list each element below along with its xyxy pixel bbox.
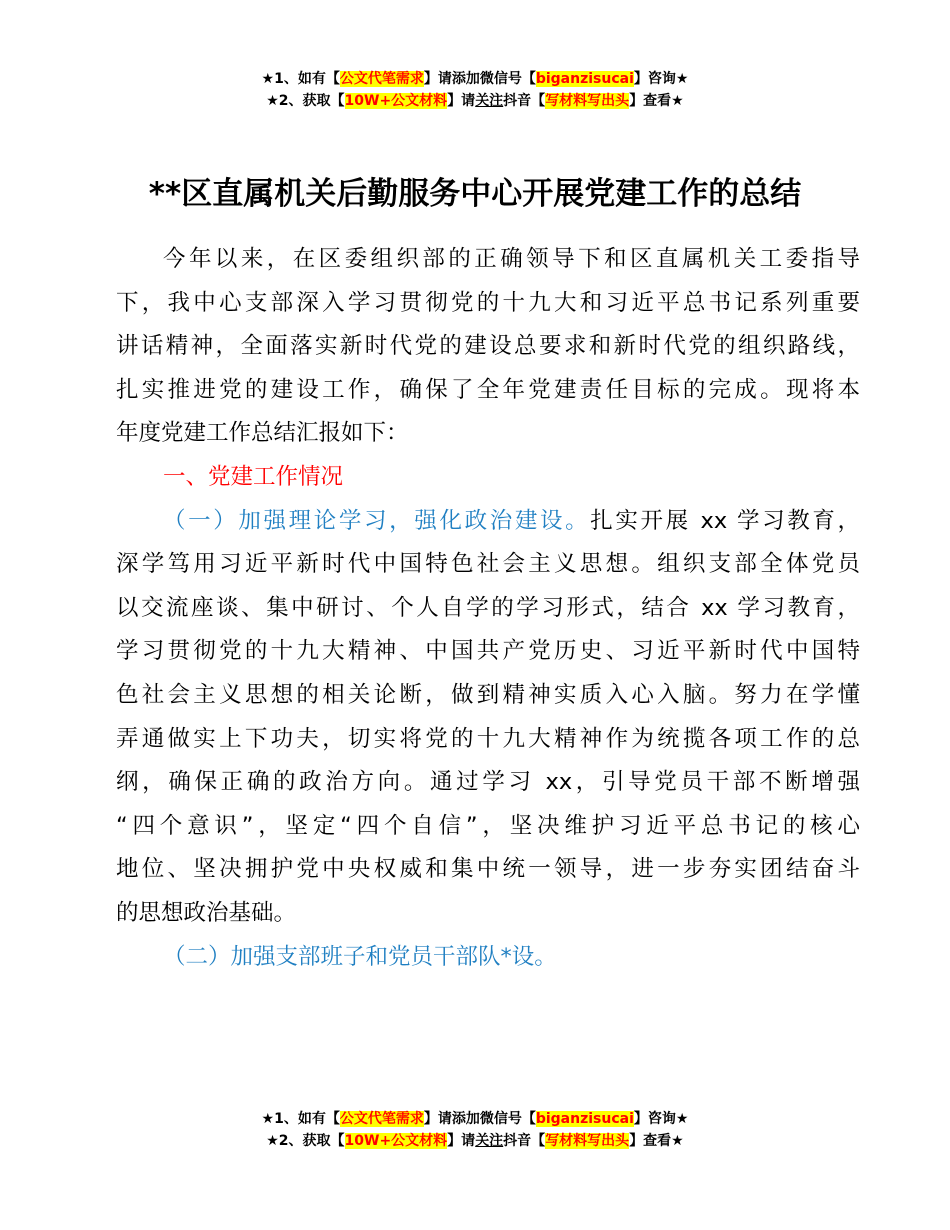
banner-text: ★1、如有【	[261, 1111, 340, 1127]
paragraph-line: 讲话精神，全面落实新时代党的建设总要求和新时代党的组织路线，	[116, 333, 860, 360]
paragraph-line: 今年以来，在区委组织部的正确领导下和区直属机关工委指导	[163, 246, 860, 272]
banner-text: 】咨询★	[633, 1111, 689, 1127]
banner-text: 抖音【	[503, 93, 546, 109]
banner-text: 】请添加微信号【	[423, 71, 536, 87]
banner-text: 】查看★	[629, 1133, 684, 1149]
paragraph-line: 地位、坚决拥护党中央权威和集中统一领导，进一步夯实团结奋斗	[116, 856, 860, 883]
paragraph-line: 的思想政治基础。	[116, 899, 297, 926]
underlined-follow: 关注	[475, 1133, 504, 1149]
paragraph-line: “四个意识”，坚定“四个自信”，坚决维护习近平总书记的核心	[116, 812, 860, 839]
paragraph-line: 下，我中心支部深入学习贯彻党的十九大和习近平总书记系列重要	[116, 289, 860, 316]
highlight-service: 公文代笔需求	[339, 1111, 424, 1127]
document-title: **区直属机关后勤服务中心开展党建工作的总结	[148, 176, 802, 212]
banner-line-1	[0, 68, 950, 90]
paragraph-text: 扎实开展 xx 学习教育，	[590, 507, 860, 534]
paragraph-line: 学习贯彻党的十九大精神、中国共产党历史、习近平新时代中国特	[116, 638, 860, 665]
highlight-douyin: 写材料写出头	[545, 1133, 630, 1149]
highlight-materials: 10W+公文材料	[344, 93, 448, 109]
banner-text: ★2、获取【	[266, 93, 345, 109]
subsection-heading: （一）加强理论学习，强化政治建设。	[163, 507, 591, 534]
banner-text: 抖音【	[503, 1133, 546, 1149]
highlight-douyin: 写材料写出头	[545, 93, 630, 109]
highlight-wechat-id: biganzisucai	[535, 71, 634, 87]
banner-text: ★1、如有【	[261, 71, 340, 87]
subsection-heading: （二）加强支部班子和党员干部队*设。	[163, 943, 557, 970]
document-body	[116, 238, 860, 979]
paragraph-line: 以交流座谈、集中研讨、个人自学的学习形式，结合 xx 学习教育，	[116, 594, 860, 621]
highlight-service: 公文代笔需求	[339, 71, 424, 87]
highlight-materials: 10W+公文材料	[344, 1133, 448, 1149]
banner-text: ★2、获取【	[266, 1133, 345, 1149]
section-heading: 一、党建工作情况	[163, 463, 344, 490]
subsection-first-line	[116, 500, 860, 544]
footer-banner	[0, 1108, 950, 1152]
paragraph-line: 色社会主义思想的相关论断，做到精神实质入心入脑。努力在学懂	[116, 681, 860, 708]
highlight-wechat-id: biganzisucai	[535, 1111, 634, 1127]
paragraph-line: 深学笃用习近平新时代中国特色社会主义思想。组织支部全体党员	[116, 551, 860, 578]
banner-text: 】请添加微信号【	[423, 1111, 536, 1127]
paragraph-line: 纲，确保正确的政治方向。通过学习 xx，引导党员干部不断增强	[116, 769, 860, 796]
banner-text: 】咨询★	[633, 71, 689, 87]
banner-line-1	[0, 1108, 950, 1130]
header-banner	[0, 68, 950, 112]
banner-line-2	[0, 90, 950, 112]
paragraph-line: 弄通做实上下功夫，切实将党的十九大精神作为统揽各项工作的总	[116, 725, 860, 752]
underlined-follow: 关注	[475, 93, 504, 109]
paragraph-line: 年度党建工作总结汇报如下：	[116, 420, 409, 447]
banner-text: 】请	[447, 1133, 476, 1149]
banner-text: 】请	[447, 93, 476, 109]
banner-line-2	[0, 1130, 950, 1152]
banner-text: 】查看★	[629, 93, 684, 109]
paragraph-line: 扎实推进党的建设工作，确保了全年党建责任目标的完成。现将本	[116, 376, 860, 403]
